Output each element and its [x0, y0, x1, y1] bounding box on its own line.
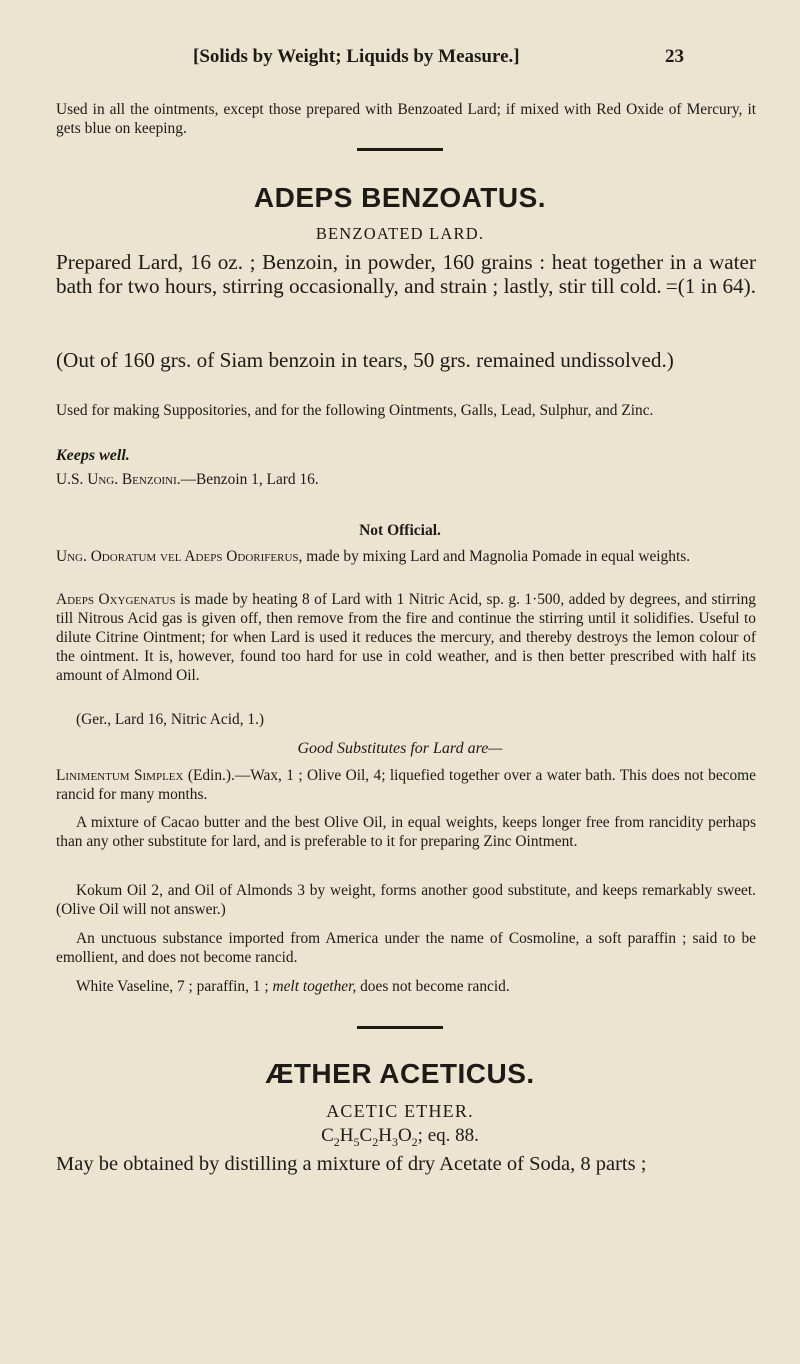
cosmoline-paragraph: An unctuous substance imported from America under the name of Cosmoline, a soft paraffin ; said to be emollient, and does not become rancid.: [56, 930, 756, 966]
vaseline-text-c: does not become rancid.: [356, 978, 510, 995]
kokum-paragraph: Kokum Oil 2, and Oil of Almonds 3 by weight, forms another good substitute, and keeps remarkably sweet. (Olive Oil will not answer.): [56, 882, 756, 918]
adeps-uses: Used for making Suppositories, and for the following Ointments, Galls, Lead, Sulphur, and Zinc.: [56, 402, 654, 419]
ung-odoratum-text: made by mixing Lard and Magnolia Pomade in equal weights.: [302, 548, 691, 565]
page-header: [0, 46, 800, 70]
section-divider-2: [357, 1026, 443, 1029]
running-title: [Solids by Weight; Liquids by Measure.]: [193, 46, 520, 67]
adeps-ratio: =(1 in 64).: [665, 274, 756, 298]
ung-odoratum-paragraph: [56, 547, 756, 566]
adeps-title: ADEPS BENZOATUS.: [253, 182, 547, 213]
german-formula: (Ger., Lard 16, Nitric Acid, 1.): [76, 711, 265, 728]
adeps-oxygenatus-text: is made by heating 8 of Lard with 1 Nitric Acid, sp. g. 1·500, added by degrees, and stirring till Nitrous Acid gas is given off, then remove from the fire and continue the stirring until it solidifies. Useful to dilute Citrine Ointment; for when Lard is used it reduces the mercury, and thereby destroys the lemon colour of the ointment. It is, however, found too hard for use in cold weather, and is then better prescribed with half its amount of Almond Oil.: [56, 591, 756, 684]
vaseline-text-a: White Vaseline, 7 ; paraffin, 1 ;: [76, 978, 273, 995]
vaseline-paragraph: [56, 977, 756, 996]
us-text: —Benzoin 1, Lard 16.: [180, 471, 319, 488]
adeps-note: (Out of 160 grs. of Siam benzoin in tears, 50 grs. remained undissolved.): [56, 348, 674, 372]
cacao-paragraph: A mixture of Cacao butter and the best Olive Oil, in equal weights, keeps longer free from rancidity perhaps than any other substitute for lard, and is preferable to it for preparing Zinc Ointment.: [56, 814, 756, 850]
ung-odoratum-label: Ung. Odoratum vel Adeps Odoriferus,: [56, 548, 303, 565]
aether-title: ÆTHER ACETICUS.: [265, 1058, 535, 1089]
not-official-heading: Not Official.: [359, 522, 441, 539]
linimentum-paragraph: [56, 766, 756, 804]
adeps-recipe-text: Prepared Lard, 16 oz. ; Benzoin, in powder, 160 grains : heat together in a water bath for two hours, stirring occasionally, and strain ; lastly, stir till cold.: [56, 250, 756, 298]
adeps-recipe: [56, 250, 756, 298]
us-label: U.S. Ung. Benzoini.: [56, 471, 181, 488]
substitutes-heading: Good Substitutes for Lard are—: [297, 740, 503, 757]
section-divider: [357, 148, 443, 151]
aether-formula: $C_2H_5C_2H_3O_2$; eq. 88.: [321, 1125, 479, 1149]
aether-subtitle: ACETIC ETHER.: [326, 1101, 474, 1121]
adeps-oxygenatus-paragraph: [56, 590, 756, 685]
us-formula: [56, 470, 756, 489]
intro-paragraph: Used in all the ointments, except those prepared with Benzoated Lard; if mixed with Red Oxide of Mercury, it gets blue on keeping.: [56, 101, 756, 137]
adeps-subtitle: BENZOATED LARD.: [315, 224, 485, 243]
linimentum-text: (Edin.).—Wax, 1 ; Olive Oil, 4; liquefied together over a water bath. This does not become rancid for many months.: [56, 767, 756, 803]
aether-text: May be obtained by distilling a mixture of dry Acetate of Soda, 8 parts ;: [56, 1153, 647, 1175]
aether-formula-tail: ; eq. 88.: [417, 1125, 479, 1146]
vaseline-text-b: melt together,: [272, 978, 357, 995]
linimentum-label: Linimentum Simplex: [56, 767, 184, 784]
adeps-oxygenatus-label: Adeps Oxygenatus: [56, 591, 176, 608]
adeps-keeps: Keeps well.: [56, 447, 130, 464]
page-number: 23: [665, 46, 684, 67]
